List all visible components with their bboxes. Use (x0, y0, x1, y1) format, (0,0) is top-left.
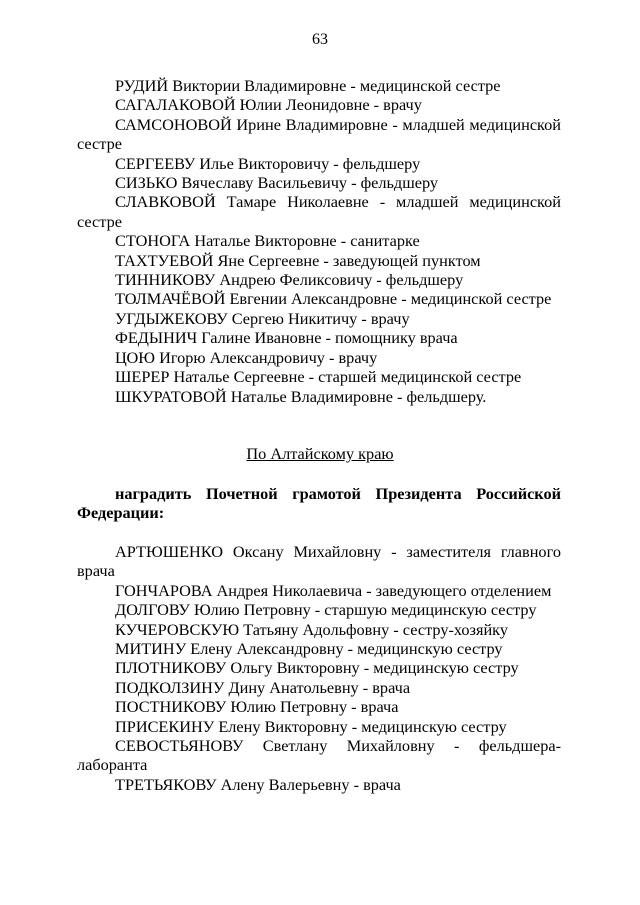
list-item: СЕВОСТЬЯНОВУ Светлану Михайловну - фельдшера- (115, 736, 561, 756)
list-item: КУЧЕРОВСКУЮ Татьяну Адольфовну - сестру-хозяйку (115, 619, 508, 639)
award-list-first (77, 76, 561, 406)
list-item: ФЕДЫНИЧ Галине Ивановне - помощнику врача (115, 328, 458, 348)
list-item-continuation: лаборанта (77, 755, 148, 775)
list-item: ШКУРАТОВОЙ Наталье Владимировне - фельдшеру. (115, 386, 487, 406)
list-item: СЛАВКОВОЙ Тамаре Николаевне - младшей медицинской (115, 192, 561, 212)
list-item: ТОЛМАЧЁВОЙ Евгении Александровне - медицинской сестре (115, 289, 552, 309)
list-item: ТИННИКОВУ Андрею Феликсовичу - фельдшеру (115, 270, 464, 290)
list-item: ПЛОТНИКОВУ Ольгу Викторовну - медицинскую сестру (115, 658, 519, 678)
list-item: ПРИСЕКИНУ Елену Викторовну - медицинскую сестру (115, 716, 507, 736)
section-title: По Алтайскому краю (246, 444, 394, 463)
list-item: ГОНЧАРОВА Андрея Николаевича - заведующего отделением (115, 580, 552, 600)
award-heading-continuation: Федерации: (77, 503, 165, 523)
award-heading (77, 484, 561, 523)
list-item: РУДИЙ Виктории Владимировне - медицинской сестре (115, 76, 501, 95)
list-item-continuation: сестре (77, 211, 122, 231)
list-item: ТАХТУЕВОЙ Яне Сергеевне - заведующей пунктом (115, 250, 481, 270)
list-item: СИЗЬКО Вячеславу Васильевичу - фельдшеру (115, 173, 439, 193)
list-item: УГДЫЖЕКОВУ Сергею Никитичу - врачу (115, 308, 410, 328)
list-item: ПОДКОЛЗИНУ Дину Анатольевну - врача (115, 677, 411, 697)
list-item: ШЕРЕР Наталье Сергеевне - старшей медицинской сестре (115, 367, 522, 387)
list-item: САГАЛАКОВОЙ Юлии Леонидовне - врачу (115, 95, 422, 115)
list-item: ДОЛГОВУ Юлию Петровну - старшую медицинскую сестру (115, 600, 537, 620)
list-item: ПОСТНИКОВУ Юлию Петровну - врача (115, 697, 399, 717)
list-item: СЕРГЕЕВУ Илье Викторовичу - фельдшеру (115, 153, 421, 173)
list-item: СТОНОГА Наталье Викторовне - санитарке (115, 231, 420, 251)
award-heading-line: наградить Почетной грамотой Президента Российской (115, 484, 561, 503)
list-item: АРТЮШЕНКО Оксану Михайловну - заместителя главного (115, 542, 561, 561)
list-item-continuation: сестре (77, 134, 122, 154)
list-item: ТРЕТЬЯКОВУ Алену Валерьевну - врача (115, 774, 401, 794)
list-item-continuation: врача (77, 561, 115, 581)
list-item: МИТИНУ Елену Александровну - медицинскую сестру (115, 639, 503, 659)
page-number: 63 (312, 31, 328, 48)
list-item: ЦОЮ Игорю Александровичу - врачу (115, 347, 378, 367)
list-item: САМСОНОВОЙ Ирине Владимировне - младшей медицинской (115, 114, 561, 134)
award-list-second (77, 542, 561, 794)
